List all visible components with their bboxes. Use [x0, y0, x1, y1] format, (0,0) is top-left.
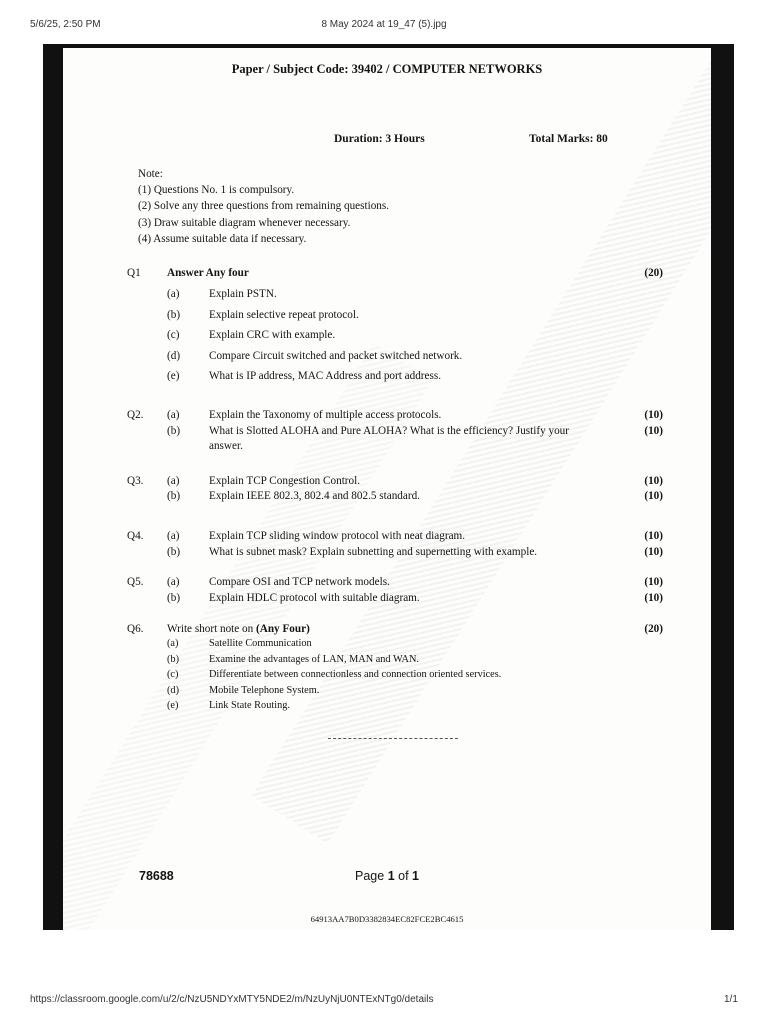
item-label: (a) — [167, 475, 180, 487]
page-text: Page — [355, 869, 388, 883]
item-text: Examine the advantages of LAN, MAN and WAN. — [209, 654, 419, 665]
item-marks: (10) — [644, 530, 663, 542]
item-text: Mobile Telephone System. — [209, 685, 320, 696]
duration: Duration: 3 Hours — [334, 133, 425, 145]
item-label: (d) — [167, 350, 181, 362]
note-item: (4) Assume suitable data if necessary. — [138, 233, 307, 245]
note-item: (1) Questions No. 1 is compulsory. — [138, 184, 295, 196]
question-number: Q5. — [127, 576, 144, 588]
item-text: Explain IEEE 802.3, 802.4 and 802.5 standard. — [209, 490, 420, 502]
item-marks: (10) — [644, 425, 663, 437]
item-text: Explain the Taxonomy of multiple access protocols. — [209, 409, 442, 421]
question-marks: (20) — [644, 623, 663, 635]
item-label: (b) — [167, 654, 180, 665]
question-number: Q1 — [127, 267, 141, 279]
item-label: (a) — [167, 638, 179, 649]
paper-title: Paper / Subject Code: 39402 / COMPUTER NETWORKS — [231, 62, 543, 76]
page-total: 1 — [412, 869, 419, 883]
note-item: (2) Solve any three questions from remaining questions. — [138, 200, 390, 212]
paper-code: 78688 — [139, 869, 174, 883]
item-text: Differentiate between connectionless and connection oriented services. — [209, 669, 502, 680]
item-label: (a) — [167, 409, 180, 421]
item-label: (c) — [167, 669, 179, 680]
item-label: (b) — [167, 425, 181, 437]
print-page-count: 1/1 — [724, 994, 738, 1005]
question-number: Q3. — [127, 475, 144, 487]
item-label: (e) — [167, 370, 180, 382]
item-label: (b) — [167, 546, 181, 558]
item-label: (c) — [167, 329, 180, 341]
item-text: What is IP address, MAC Address and port address. — [209, 370, 442, 382]
item-text: Explain selective repeat protocol. — [209, 309, 359, 321]
item-text: Link State Routing. — [209, 700, 290, 711]
page-indicator — [63, 869, 711, 883]
document-hash: 64913AA7B0D3382834EC82FCE2BC4615 — [310, 914, 464, 924]
page-number: 1 — [387, 869, 395, 883]
item-text: Explain HDLC protocol with suitable diagram. — [209, 592, 420, 604]
item-label: (a) — [167, 288, 180, 300]
note-title: Note: — [138, 168, 163, 180]
item-label: (a) — [167, 576, 180, 588]
item-label: (d) — [167, 685, 180, 696]
item-text: Explain TCP Congestion Control. — [209, 475, 361, 487]
item-marks: (10) — [644, 592, 663, 604]
item-text: Explain CRC with example. — [209, 329, 336, 341]
item-text: What is subnet mask? Explain subnetting and supernetting with example. — [209, 546, 538, 558]
print-url: https://classroom.google.com/u/2/c/NzU5NDYxMTY5NDE2/m/NzUyNjU0NTExNTg0/details — [30, 994, 434, 1005]
question-number: Q6. — [127, 623, 144, 635]
item-label: (b) — [167, 490, 181, 502]
item-label: (e) — [167, 700, 179, 711]
item-label: (a) — [167, 530, 180, 542]
scanned-page — [43, 44, 734, 930]
question-number: Q2. — [127, 409, 144, 421]
item-text: Compare OSI and TCP network models. — [209, 576, 390, 588]
item-text: What is Slotted ALOHA and Pure ALOHA? What is the efficiency? Justify your — [209, 425, 570, 437]
total-marks: Total Marks: 80 — [529, 133, 608, 145]
item-text: Explain TCP sliding window protocol with neat diagram. — [209, 530, 466, 542]
question-heading-text: Write short note on — [167, 623, 257, 635]
item-text: Satellite Communication — [209, 638, 312, 649]
item-text: Explain PSTN. — [209, 288, 277, 300]
question-heading — [167, 623, 310, 635]
item-marks: (10) — [644, 475, 663, 487]
item-text-continuation: answer. — [209, 440, 243, 452]
print-date: 5/6/25, 2:50 PM — [30, 19, 101, 30]
item-marks: (10) — [644, 490, 663, 502]
question-heading: Answer Any four — [167, 267, 249, 279]
question-marks: (20) — [644, 267, 663, 279]
print-file-title: 8 May 2024 at 19_47 (5).jpg — [321, 19, 447, 30]
page-text: of — [394, 869, 413, 883]
question-heading-bold: (Any Four) — [256, 623, 310, 635]
end-divider — [328, 738, 458, 739]
item-text: Compare Circuit switched and packet switched network. — [209, 350, 463, 362]
item-label: (b) — [167, 592, 181, 604]
note-item: (3) Draw suitable diagram whenever necessary. — [138, 217, 351, 229]
item-label: (b) — [167, 309, 181, 321]
item-marks: (10) — [644, 546, 663, 558]
question-paper — [63, 48, 711, 930]
item-marks: (10) — [644, 576, 663, 588]
question-number: Q4. — [127, 530, 144, 542]
item-marks: (10) — [644, 409, 663, 421]
